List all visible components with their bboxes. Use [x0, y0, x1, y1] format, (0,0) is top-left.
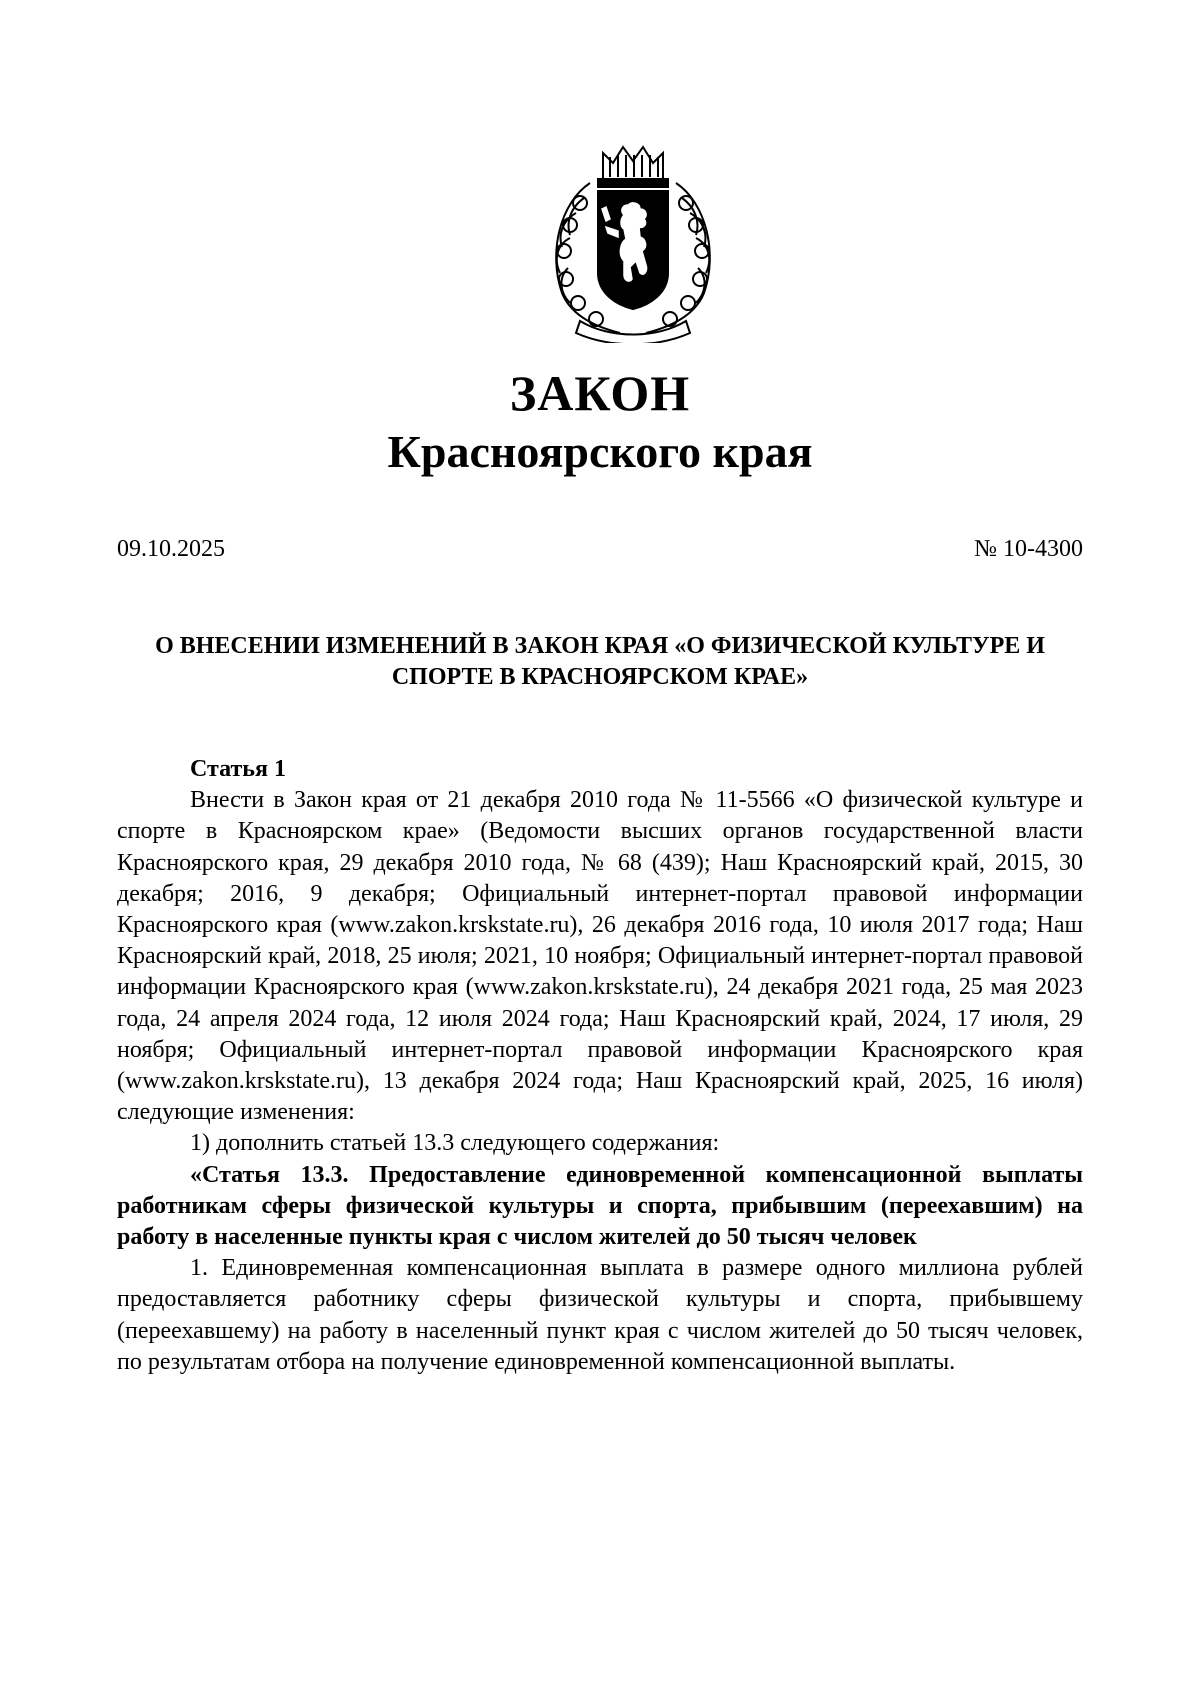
paragraph-1: 1. Единовременная компенсационная выплата в размере одного миллиона рублей предоставляется работнику сферы физической культуры и спорта, прибывшему (переехавшему) на работу в населенный пункт края с числом жителей до 50 тысяч человек, по результатам отбора на получение единовременной компенсационной выплаты.: [117, 1255, 1083, 1375]
document-number: № 10-4300: [974, 536, 1083, 562]
new-article-title: «Статья 13.3. Предоставление единовременной компенсационной выплаты работникам сферы физической культуры и спорта, прибывшим (переехавшим) на работу в населенные пункты края с числом жителей до 50 тысяч человек: [117, 1161, 1083, 1251]
article-title: Статья 1: [190, 756, 286, 782]
law-heading: О ВНЕСЕНИИ ИЗМЕНЕНИЙ В ЗАКОН КРАЯ «О ФИЗИЧЕСКОЙ КУЛЬТУРЕ И СПОРТЕ В КРАСНОЯРСКОМ КРАЕ»: [155, 633, 1045, 690]
coat-of-arms-icon: [540, 143, 726, 343]
document-date: 09.10.2025: [117, 536, 225, 562]
document-body: [117, 754, 1083, 1378]
document-subtitle: Красноярского края: [387, 426, 813, 477]
document-title: ЗАКОН: [509, 365, 691, 421]
article-intro: Внести в Закон края от 21 декабря 2010 года № 11-5566 «О физической культуре и спорте в Красноярском крае» (Ведомости высших органов государственной власти Красноярского края, 29 декабря 2010 года, № 68 (439); Наш Красноярский край, 2015, 30 декабря; 2016, 9 декабря; Официальный интернет-портал правовой информации Красноярского края (www.zakon.krskstate.ru), 26 декабря 2016 года, 10 июля 2017 года; Наш Красноярский край, 2018, 25 июля; 2021, 10 ноября; Официальный интернет-портал правовой информации Красноярского края (www.zakon.krskstate.ru), 24 декабря 2021 года, 25 мая 2023 года, 24 апреля 2024 года, 12 июля 2024 года; Наш Красноярский край, 2024, 17 июля, 29 ноября; Официальный интернет-портал правовой информации Красноярского края (www.zakon.krskstate.ru), 13 декабря 2024 года; Наш Красноярский край, 2025, 16 июля) следующие изменения:: [117, 787, 1083, 1126]
item-1: 1) дополнить статьей 13.3 следующего содержания:: [190, 1130, 720, 1157]
